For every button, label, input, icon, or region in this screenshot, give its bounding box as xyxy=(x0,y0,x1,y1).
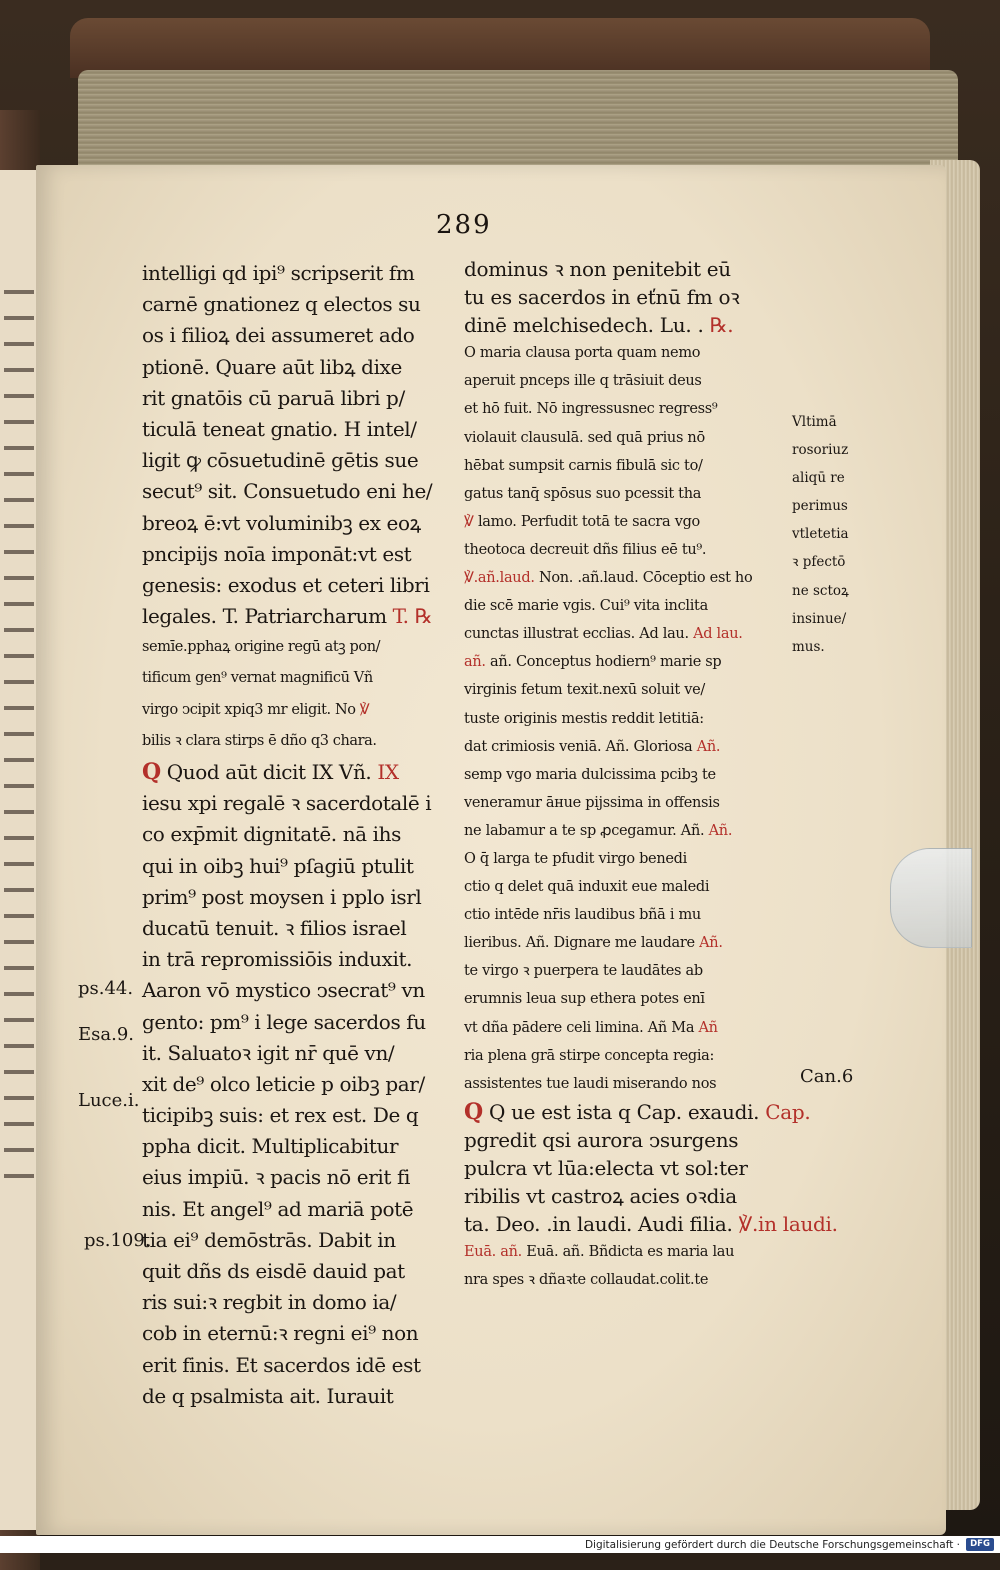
text-line-rubric: legales. T. Patriarcharum T. ℞ xyxy=(142,604,433,629)
margin-note-esa9: Esa.9. xyxy=(78,1024,135,1045)
text-line: erit finis. Et sacerdos idē est xyxy=(142,1352,421,1377)
text-line: eius impiū. ꝛ pacis nō erit fi xyxy=(142,1165,410,1190)
text-line: co exp̄mit dignitatē. nā ihs xyxy=(142,822,402,847)
text-line: secut⁹ sit. Consuetudo eni he/ xyxy=(142,479,433,504)
page-edges xyxy=(78,70,958,180)
text-line-rubric: Euā. añ. Euā. añ. Bñdicta es maria lau xyxy=(464,1244,735,1261)
text-line-rubric: ℣ lamo. Perfudit totā te sacra vgo xyxy=(464,513,700,530)
text-line-rubric: Q Quod aūt dicit IX Vñ. IX xyxy=(142,759,399,785)
text-line: theotoca decreuit dñs filius eē tu⁹. xyxy=(464,541,707,558)
text-line-rubric: lieribus. Añ. Dignare me laudare Añ. xyxy=(464,935,723,952)
text-line: O maria clausa porta quam nemo xyxy=(464,345,701,362)
text-line: in trā repromissiōis induxit. xyxy=(142,947,413,972)
text-line: breoꝝ ē:vt voluminibꝫ ex eoꝝ xyxy=(142,510,421,535)
text-line-rubric: virgo ↄcipit xpiq3 mr eligit. No ℣ xyxy=(142,701,370,718)
text-line-rubric: cunctas illustrat ecclias. Ad lau. Ad lau. xyxy=(464,626,743,643)
text-line: pncipijs noīa imponāt:vt est xyxy=(142,541,412,566)
rubric-in-laudibus: ℣.in laudi. xyxy=(738,1212,838,1237)
text-line: prim⁹ post moysen i pplo isrl xyxy=(142,884,422,909)
facing-page xyxy=(0,170,38,1530)
text-line-rubric: añ. añ. Conceptus hodiern⁹ marie sp xyxy=(464,654,722,671)
left-text-column xyxy=(142,258,467,1412)
text-line: O q̄ larga te pfudit virgo benedi xyxy=(464,850,687,867)
gloss-line: vtletetia xyxy=(792,526,849,543)
text-line: it. Saluatoꝛ igit nr̄ quē vn/ xyxy=(142,1040,395,1065)
rubric-ad-laudes: Ad lau. xyxy=(693,626,743,643)
text-line: violauit clausulā. sed quā prius nō xyxy=(464,429,705,446)
rubric-antiphon: añ. xyxy=(464,654,486,671)
text-line: gento: pm⁹ i lege sacerdos fu xyxy=(142,1009,426,1034)
text-line: assistentes tue laudi miserando nos xyxy=(464,1075,717,1092)
margin-note-ps109: ps.109. xyxy=(84,1230,151,1251)
text-line: erumnis leua sup ethera potes enī xyxy=(464,991,705,1008)
text-line-rubric: ta. Deo. .in laudi. Audi filia. ℣.in laudi. xyxy=(464,1212,838,1237)
right-margin-gloss xyxy=(792,408,849,661)
margin-note-can6: Can.6 xyxy=(800,1066,854,1087)
text-line: semīe.pphaꝝ origine regū atꝫ pon/ xyxy=(142,639,381,656)
text-line: qui in oibꝫ hui⁹ pſagiū ptulit xyxy=(142,853,414,878)
footer-credit: Digitalisierung gefördert durch die Deutsche Forschungsgemeinschaft · xyxy=(584,1539,960,1551)
dfg-logo: DFG xyxy=(966,1538,994,1551)
text-line: xit de⁹ olco leticie p oibꝫ par/ xyxy=(142,1071,425,1096)
text-line: bilis ꝛ clara stirps ē dño q3 chara. xyxy=(142,732,377,749)
text-line: ducatū tenuit. ꝛ filios israel xyxy=(142,915,407,940)
text-line: ticipibꝫ suis: et rex est. De q xyxy=(142,1103,419,1128)
text-line: carnē gnationez q electos su xyxy=(142,292,421,317)
text-line: te virgo ꝛ puerpera te laudātes ab xyxy=(464,963,703,980)
text-line: tificum gen⁹ vernat magnificū Vñ xyxy=(142,670,373,687)
text-line-rubric: ne labamur a te sp ꝓcegamur. Añ. Añ. xyxy=(464,822,733,839)
text-line: virginis fetum texit.nexū soluit ve/ xyxy=(464,682,705,699)
text-line: pulcra vt lūa:electa vt sol:ter xyxy=(464,1156,748,1180)
rubric-responsory: ℞ xyxy=(414,604,433,629)
text-line: semp vgo maria dulcissima pcibꝫ te xyxy=(464,766,716,783)
gloss-line: perimus xyxy=(792,498,848,515)
rubric-versicle: ℣ xyxy=(359,701,370,718)
text-line: ctio intēde nr̄is laudibus bñā i mu xyxy=(464,907,701,924)
text-line: ticulā teneat gnatio. H intel/ xyxy=(142,416,417,441)
text-line: veneramur āнue pijssima in offensis xyxy=(464,794,720,811)
gloss-line: ne sctoꝝ xyxy=(792,582,849,599)
rubric-lesson-number: IX xyxy=(377,760,399,784)
rubric-antiphon: Añ. xyxy=(708,822,733,839)
text-line: tia ei⁹ demōstrās. Dabit in xyxy=(142,1227,396,1252)
text-line-rubric: ℣.añ.laud. Non. .añ.laud. Cōceptio est ho xyxy=(464,570,753,587)
text-line: ris sui:ꝛ regbit in domo ia/ xyxy=(142,1290,397,1315)
text-line: quit dñs ds eisdē dauid pat xyxy=(142,1259,405,1283)
rubric-antiphon: Añ. xyxy=(696,738,721,755)
gloss-line: rosoriuz xyxy=(792,442,849,459)
gloss-line: Vltimā xyxy=(792,414,837,430)
text-line: tuste originis mestis reddit letitiā: xyxy=(464,710,704,727)
text-line-rubric: vt dña pādere celi limina. Añ Ma Añ xyxy=(464,1019,718,1036)
text-line: genesis: exodus et ceteri libri xyxy=(142,572,430,597)
page-number: 289 xyxy=(436,210,492,240)
text-line: de q psalmista ait. Iurauit xyxy=(142,1383,394,1408)
text-line: gatus tanq̄ spōsus suo pcessit tha xyxy=(464,485,702,502)
rubric-capitulum: Cap. xyxy=(765,1099,811,1124)
text-line: hēbat sumpsit carnis fibulā sic to/ xyxy=(464,457,703,474)
text-line: rit gnatōis cū paruā libri p/ xyxy=(142,385,405,410)
rubric-antiphon: Añ. xyxy=(699,935,723,952)
rubric-evangelium: Euā. añ. xyxy=(464,1244,522,1261)
text-line: intelligi qd ipi⁹ scripserit fm xyxy=(142,261,415,285)
text-line: tu es sacerdos in eťnū fm oꝛ xyxy=(464,285,740,310)
text-line-rubric: Q Q ue est ista q Cap. exaudi. Cap. xyxy=(464,1098,811,1125)
text-line: ribilis vt castroꝝ acies oꝛdia xyxy=(464,1184,737,1209)
rubric-antiphon: Añ xyxy=(698,1019,718,1036)
text-line: pgredit qsi aurora ↄsurgens xyxy=(464,1127,739,1152)
gloss-line: insinue/ xyxy=(792,610,847,627)
text-line: iesu xpi regalē ꝛ sacerdotalē i xyxy=(142,791,432,816)
gloss-line: aliqū re xyxy=(792,470,845,487)
rubric-versicle: ℣ xyxy=(464,513,474,530)
rubric-initial: Q xyxy=(464,1098,483,1125)
gloss-line: ꝛ pfectō xyxy=(792,554,846,571)
text-line: ppha dicit. Multiplicabitur xyxy=(142,1134,399,1159)
text-line: ligit ꝙ cōsuetudinē gētis sue xyxy=(142,448,419,473)
margin-note-ps44: ps.44. xyxy=(78,978,134,999)
text-line: cob in eternū:ꝛ regni ei⁹ non xyxy=(142,1321,419,1346)
text-line-rubric: dinē melchisedech. Lu. . ℞. xyxy=(464,313,734,338)
rubric-t: T. xyxy=(392,604,409,629)
text-line: ria plena grā stirpe concepta regia: xyxy=(464,1047,715,1064)
text-line: ptionē. Quare aūt libꝝ dixe xyxy=(142,354,402,379)
text-line: Aaron vō mystico ↄsecrat⁹ vn xyxy=(142,978,425,1003)
text-line: dominus ꝛ non penitebit eū xyxy=(464,257,731,281)
rubric-initial: Q xyxy=(142,759,161,785)
text-line: nra spes ꝛ dñaꝛte collaudat.colit.te xyxy=(464,1272,709,1289)
margin-note-luce1: Luce.i. xyxy=(78,1090,140,1111)
rubric-responsory: ℞. xyxy=(709,313,734,338)
text-line: os i filioꝝ dei assumeret ado xyxy=(142,323,415,348)
text-line: ctio q delet quā induxit eue maledi xyxy=(464,879,710,896)
text-line: et hō fuit. Nō ingressusnec regress⁹ xyxy=(464,401,718,418)
book-binding xyxy=(70,18,930,78)
text-line: nis. Et angel⁹ ad mariā potē xyxy=(142,1196,414,1221)
rubric-laud: ℣.añ.laud. xyxy=(464,570,535,587)
text-line: die scē marie vgis. Cui⁹ vita inclita xyxy=(464,598,708,615)
page-clip xyxy=(890,848,972,948)
text-line-rubric: dat crimiosis veniā. Añ. Gloriosa Añ. xyxy=(464,738,721,755)
text-line: aperuit pnceps ille q trāsiuit deus xyxy=(464,373,702,390)
gloss-line: mus. xyxy=(792,638,825,655)
